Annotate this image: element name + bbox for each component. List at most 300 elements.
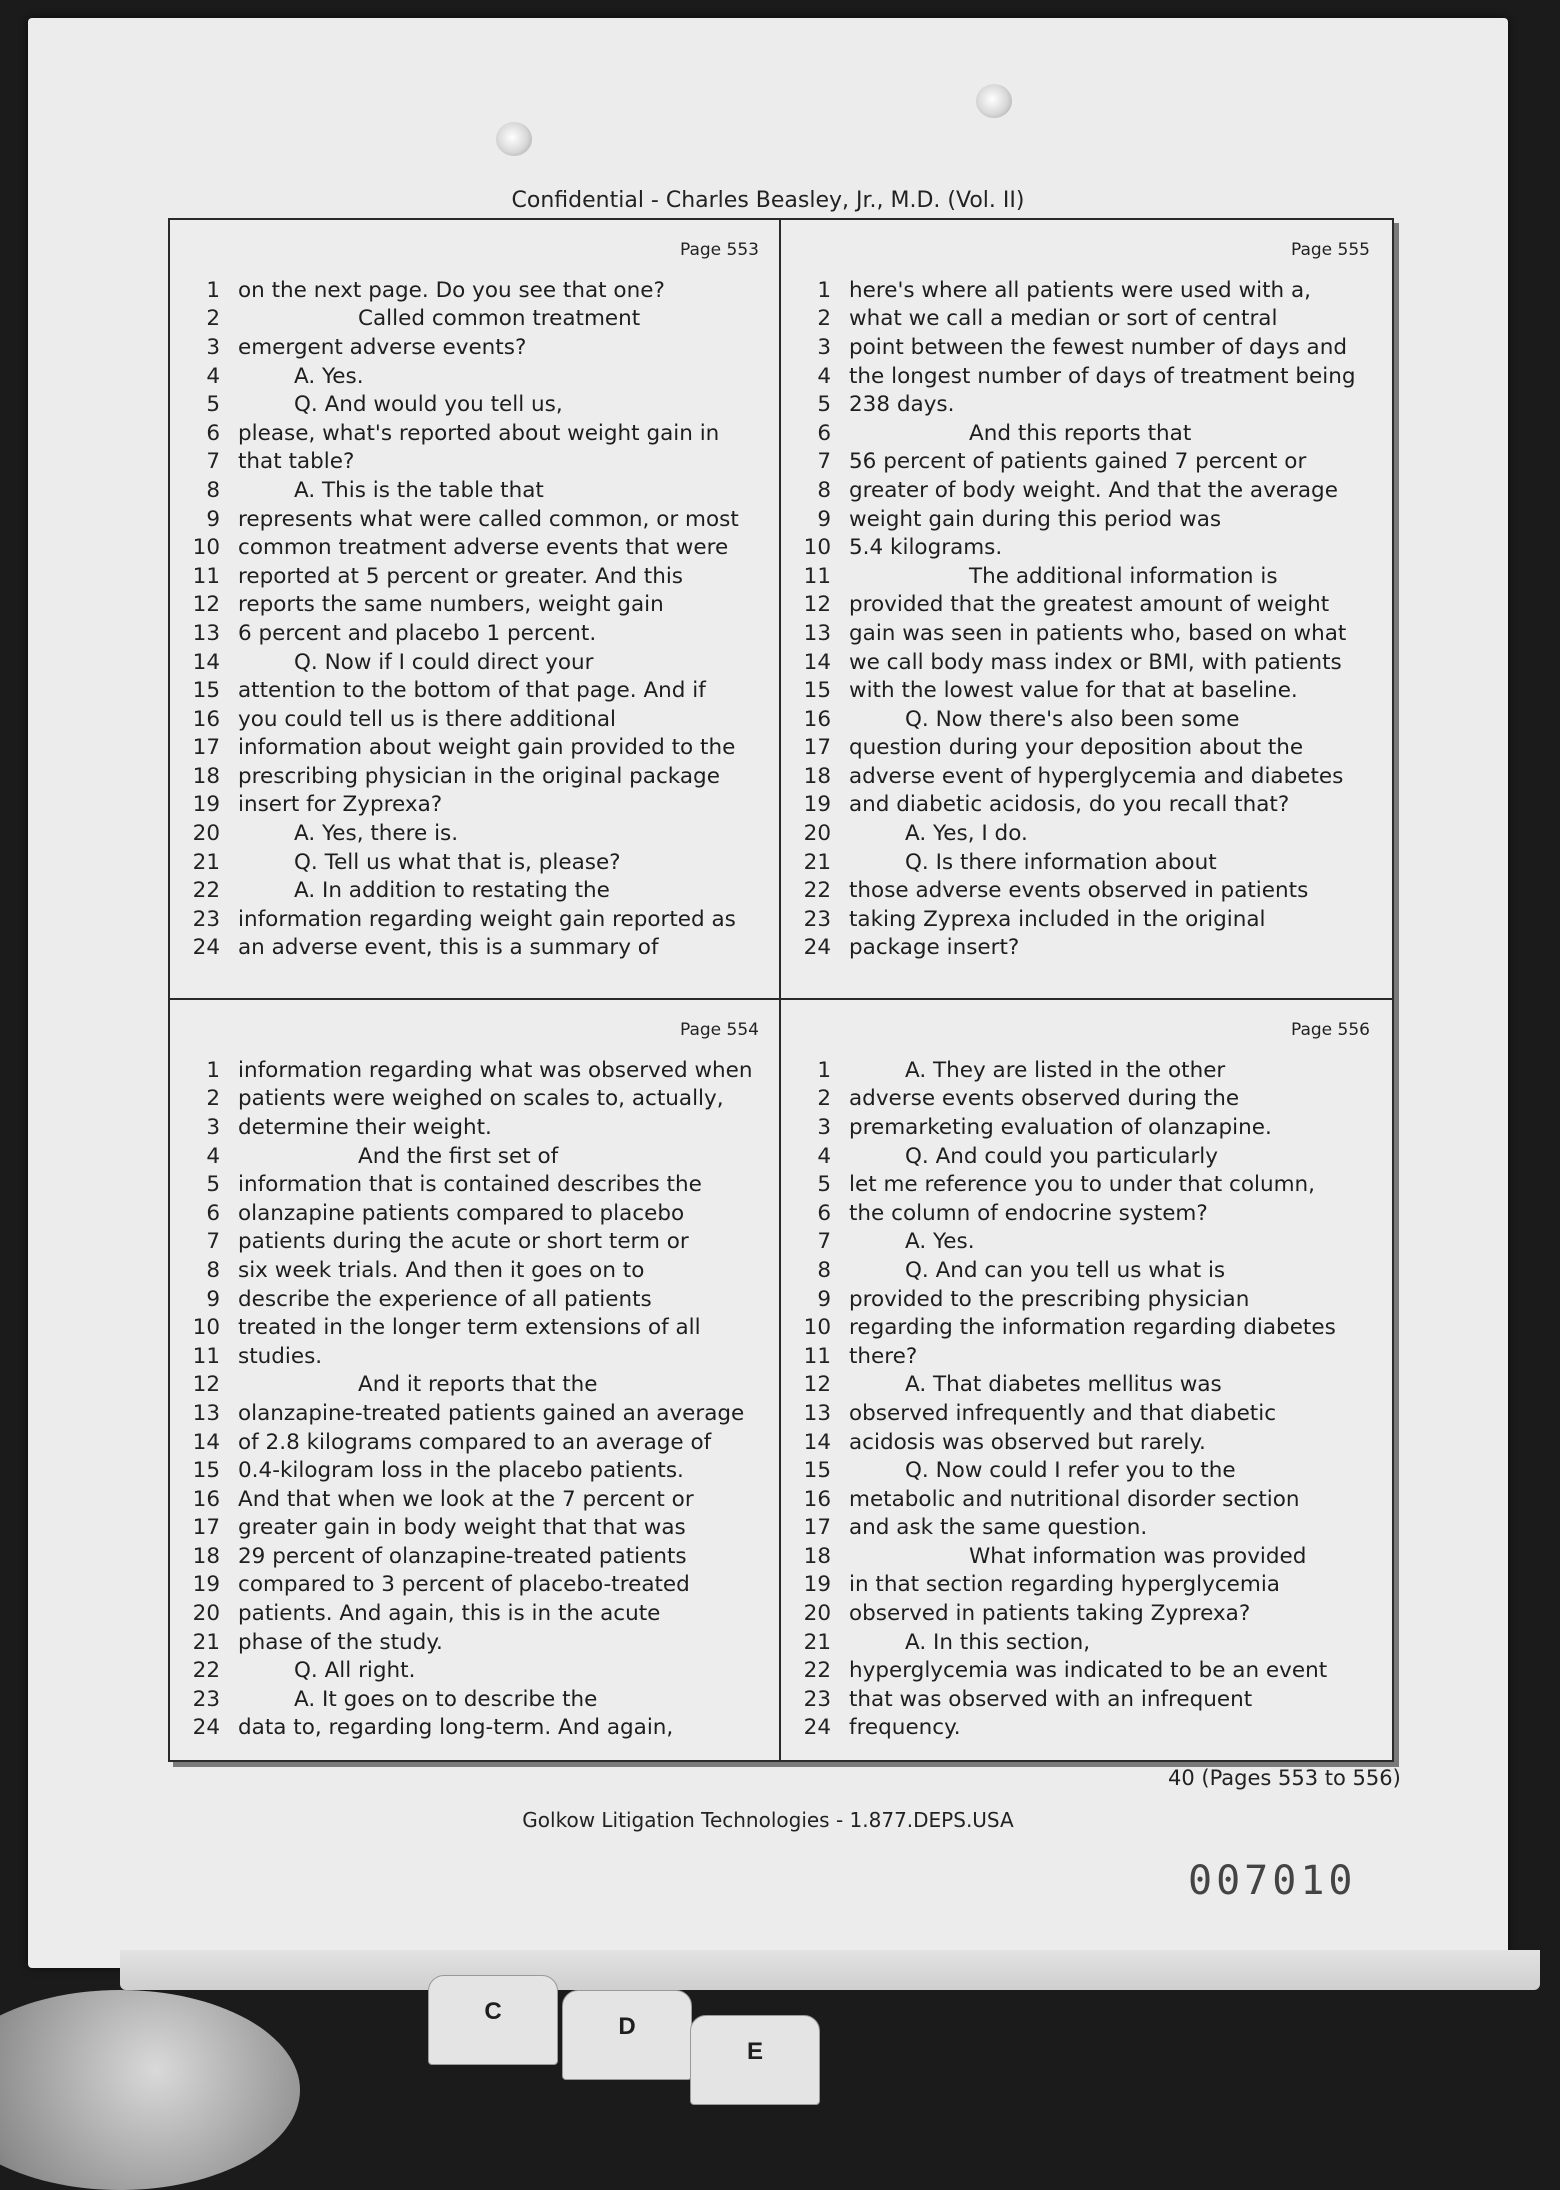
transcript-line: [184, 791, 769, 820]
line-text: observed infrequently and that diabetic: [849, 1400, 1277, 1426]
transcript-line: [184, 1313, 769, 1342]
line-text: A. In addition to restating the: [294, 878, 610, 904]
transcript-line: [795, 1228, 1380, 1257]
transcript-line: [184, 1371, 769, 1400]
line-text: reported at 5 percent or greater. And this: [238, 563, 683, 589]
line-number: 24: [192, 1715, 220, 1741]
transcript-line: [184, 1685, 769, 1714]
line-text: frequency.: [849, 1715, 961, 1741]
line-number: 12: [803, 592, 831, 618]
transcript-line: [184, 1285, 769, 1314]
line-text: A. It goes on to describe the: [294, 1686, 598, 1712]
transcript-line: [184, 448, 769, 477]
transcript-line: [795, 1428, 1380, 1457]
line-text: on the next page. Do you see that one?: [238, 277, 665, 303]
line-text: patients. And again, this is in the acute: [238, 1601, 661, 1627]
transcript-line: [795, 562, 1380, 591]
line-text: reports the same numbers, weight gain: [238, 592, 664, 618]
line-number: 7: [206, 1229, 220, 1255]
line-text: here's where all patients were used with a,: [849, 277, 1311, 303]
punch-hole: [496, 122, 532, 156]
line-text: olanzapine-treated patients gained an average: [238, 1400, 745, 1426]
line-text: Q. All right.: [294, 1658, 416, 1684]
line-number: 9: [206, 1286, 220, 1312]
line-text: provided that the greatest amount of weight: [849, 592, 1330, 618]
line-number: 16: [803, 706, 831, 732]
line-text: what we call a median or sort of central: [849, 306, 1278, 332]
line-text: A. Yes, there is.: [294, 821, 459, 847]
line-number: 22: [803, 878, 831, 904]
line-number: 14: [803, 649, 831, 675]
page-range: 40 (Pages 553 to 556): [1168, 1766, 1401, 1790]
company-footer: Golkow Litigation Technologies - 1.877.DEPS.USA: [522, 1808, 1014, 1832]
transcript-line: [795, 1714, 1380, 1743]
line-text: insert for Zyprexa?: [238, 792, 443, 818]
line-number: 10: [192, 535, 220, 561]
line-number: 5: [206, 392, 220, 418]
transcript-line: [184, 1170, 769, 1199]
line-text: Q. Now there's also been some: [905, 706, 1240, 732]
transcript-line: [795, 591, 1380, 620]
transcript-line: [184, 1656, 769, 1685]
line-text: with the lowest value for that at baseline.: [849, 678, 1298, 704]
line-text: adverse events observed during the: [849, 1086, 1240, 1112]
line-text: information about weight gain provided to the: [238, 735, 736, 761]
line-number: 5: [206, 1172, 220, 1198]
page-number-label: Page 555: [1290, 240, 1370, 260]
transcript-line: [184, 562, 769, 591]
line-text: regarding the information regarding diabetes: [849, 1315, 1336, 1341]
line-text: the column of endocrine system?: [849, 1200, 1208, 1226]
transcript-line: [795, 362, 1380, 391]
line-text: prescribing physician in the original package: [238, 763, 720, 789]
line-number: 22: [803, 1658, 831, 1684]
line-number: 24: [192, 935, 220, 961]
line-number: 19: [803, 792, 831, 818]
line-number: 24: [803, 935, 831, 961]
line-text: those adverse events observed in patients: [849, 878, 1309, 904]
transcript-line: [795, 1599, 1380, 1628]
transcript-line: [184, 1714, 769, 1743]
line-number: 8: [206, 1257, 220, 1283]
line-text: metabolic and nutritional disorder section: [849, 1486, 1300, 1512]
divider-tab-c[interactable]: C: [428, 1975, 558, 2065]
transcript-line: [795, 1256, 1380, 1285]
line-text: Q. And can you tell us what is: [905, 1257, 1226, 1283]
transcript-line: [795, 819, 1380, 848]
transcript-line: [795, 705, 1380, 734]
paper-stack-edge: [120, 1950, 1540, 1990]
line-number: 9: [206, 506, 220, 532]
line-text: the longest number of days of treatment being: [849, 363, 1356, 389]
line-number: 19: [192, 1572, 220, 1598]
line-number: 18: [192, 763, 220, 789]
line-text: phase of the study.: [238, 1629, 443, 1655]
transcript-line: [795, 1085, 1380, 1114]
line-number: 7: [817, 449, 831, 475]
transcript-line: [795, 1456, 1380, 1485]
line-number: 10: [803, 535, 831, 561]
transcript-page: [781, 1000, 1390, 1778]
line-number: 2: [206, 306, 220, 332]
line-text: point between the fewest number of days and: [849, 334, 1347, 360]
line-text: greater of body weight. And that the average: [849, 477, 1338, 503]
transcript-line: [184, 1085, 769, 1114]
transcript-line: [795, 1514, 1380, 1543]
line-text: 0.4-kilogram loss in the placebo patients.: [238, 1458, 684, 1484]
background-object: [0, 1990, 300, 2190]
line-number: 20: [192, 1601, 220, 1627]
line-text: describe the experience of all patients: [238, 1286, 652, 1312]
line-number: 2: [817, 1086, 831, 1112]
transcript-line: [184, 1456, 769, 1485]
transcript-line: [795, 333, 1380, 362]
line-text: package insert?: [849, 935, 1020, 961]
line-text: in that section regarding hyperglycemia: [849, 1572, 1280, 1598]
line-number: 15: [192, 678, 220, 704]
transcript-line: [795, 1542, 1380, 1571]
transcript-lines: [795, 276, 1380, 962]
line-text: information regarding weight gain reported as: [238, 906, 736, 932]
transcript-line: [184, 1514, 769, 1543]
line-text: there?: [849, 1343, 918, 1369]
line-text: let me reference you to under that column,: [849, 1172, 1315, 1198]
transcript-line: [184, 876, 769, 905]
line-text: determine their weight.: [238, 1114, 492, 1140]
line-number: 23: [803, 906, 831, 932]
line-number: 5: [817, 1172, 831, 1198]
line-text: 56 percent of patients gained 7 percent or: [849, 449, 1307, 475]
transcript-line: [184, 1542, 769, 1571]
line-text: taking Zyprexa included in the original: [849, 906, 1266, 932]
line-text: What information was provided: [969, 1543, 1307, 1569]
punch-hole: [976, 84, 1012, 118]
transcript-line: [184, 390, 769, 419]
line-number: 21: [803, 849, 831, 875]
document-page: [28, 18, 1508, 1968]
transcript-line: [795, 1142, 1380, 1171]
transcript-line: [184, 1256, 769, 1285]
transcript-line: [184, 1228, 769, 1257]
line-number: 18: [803, 763, 831, 789]
line-number: 16: [803, 1486, 831, 1512]
line-text: Q. Now could I refer you to the: [905, 1458, 1236, 1484]
transcript-line: [184, 1485, 769, 1514]
transcript-line: [184, 419, 769, 448]
line-number: 21: [803, 1629, 831, 1655]
transcript-line: [795, 934, 1380, 963]
line-text: observed in patients taking Zyprexa?: [849, 1601, 1251, 1627]
line-number: 9: [817, 506, 831, 532]
line-text: question during your deposition about the: [849, 735, 1304, 761]
transcript-line: [795, 1313, 1380, 1342]
transcript-line: [795, 1170, 1380, 1199]
transcript-lines: [795, 1056, 1380, 1742]
line-number: 23: [192, 1686, 220, 1712]
transcript-line: [184, 1628, 769, 1657]
line-number: 15: [803, 1458, 831, 1484]
line-number: 3: [817, 1114, 831, 1140]
line-number: 20: [803, 1601, 831, 1627]
line-text: And it reports that the: [358, 1372, 598, 1398]
line-number: 6: [206, 420, 220, 446]
page-number-label: Page 556: [1290, 1020, 1370, 1040]
transcript-line: [184, 705, 769, 734]
line-number: 6: [817, 1200, 831, 1226]
transcript-line: [795, 1399, 1380, 1428]
line-text: adverse event of hyperglycemia and diabetes: [849, 763, 1344, 789]
line-text: A. In this section,: [905, 1629, 1091, 1655]
line-text: And the first set of: [358, 1143, 559, 1169]
transcript-line: [184, 1599, 769, 1628]
line-number: 10: [192, 1315, 220, 1341]
line-text: information that is contained describes the: [238, 1172, 702, 1198]
line-text: A. This is the table that: [294, 477, 544, 503]
line-text: provided to the prescribing physician: [849, 1286, 1250, 1312]
line-text: patients during the acute or short term or: [238, 1229, 689, 1255]
line-text: studies.: [238, 1343, 323, 1369]
line-number: 7: [206, 449, 220, 475]
line-number: 23: [803, 1686, 831, 1712]
transcript-line: [184, 648, 769, 677]
page-number-label: Page 553: [679, 240, 759, 260]
line-text: Called common treatment: [358, 306, 641, 332]
line-number: 8: [817, 1257, 831, 1283]
line-number: 1: [206, 1057, 220, 1083]
line-text: please, what's reported about weight gain in: [238, 420, 720, 446]
line-number: 24: [803, 1715, 831, 1741]
line-text: 29 percent of olanzapine-treated patients: [238, 1543, 687, 1569]
line-number: 17: [803, 735, 831, 761]
line-number: 23: [192, 906, 220, 932]
line-number: 20: [192, 821, 220, 847]
line-text: Q. Now if I could direct your: [294, 649, 594, 675]
line-text: The additional information is: [969, 563, 1278, 589]
line-text: gain was seen in patients who, based on what: [849, 620, 1347, 646]
line-text: And this reports that: [969, 420, 1192, 446]
line-text: that was observed with an infrequent: [849, 1686, 1253, 1712]
line-number: 3: [206, 1114, 220, 1140]
line-number: 22: [192, 878, 220, 904]
line-text: Q. And could you particularly: [905, 1143, 1218, 1169]
transcript-line: [795, 476, 1380, 505]
transcript-line: [795, 1485, 1380, 1514]
page-number-label: Page 554: [679, 1020, 759, 1040]
line-text: Q. Is there information about: [905, 849, 1217, 875]
transcript-line: [184, 848, 769, 877]
transcript-line: [184, 591, 769, 620]
line-number: 2: [206, 1086, 220, 1112]
transcript-line: [184, 533, 769, 562]
line-text: and ask the same question.: [849, 1515, 1148, 1541]
line-text: represents what were called common, or most: [238, 506, 739, 532]
line-text: information regarding what was observed when: [238, 1057, 753, 1083]
line-number: 17: [192, 735, 220, 761]
transcript-line: [184, 1399, 769, 1428]
transcript-line: [795, 876, 1380, 905]
transcript-line: [795, 676, 1380, 705]
line-number: 1: [817, 1057, 831, 1083]
transcript-line: [184, 1571, 769, 1600]
line-text: treated in the longer term extensions of all: [238, 1315, 701, 1341]
transcript-line: [184, 905, 769, 934]
transcript-line: [795, 390, 1380, 419]
line-number: 9: [817, 1286, 831, 1312]
line-number: 11: [803, 563, 831, 589]
line-text: of 2.8 kilograms compared to an average of: [238, 1429, 712, 1455]
line-text: Q. Tell us what that is, please?: [294, 849, 621, 875]
transcript-line: [795, 419, 1380, 448]
transcript-page: [170, 220, 779, 998]
line-text: emergent adverse events?: [238, 334, 527, 360]
transcript-line: [184, 762, 769, 791]
line-number: 11: [803, 1343, 831, 1369]
line-number: 1: [817, 277, 831, 303]
line-number: 15: [803, 678, 831, 704]
transcript-line: [795, 305, 1380, 334]
divider-tab-e[interactable]: E: [690, 2015, 820, 2105]
transcript-line: [184, 305, 769, 334]
line-text: and diabetic acidosis, do you recall that?: [849, 792, 1290, 818]
transcript-line: [184, 1113, 769, 1142]
transcript-line: [795, 905, 1380, 934]
transcript-line: [795, 1199, 1380, 1228]
transcript-line: [184, 1199, 769, 1228]
line-text: greater gain in body weight that that was: [238, 1515, 686, 1541]
line-number: 14: [192, 649, 220, 675]
line-number: 6: [817, 420, 831, 446]
bates-number: 007010: [1188, 1858, 1357, 1904]
line-text: 5.4 kilograms.: [849, 535, 1003, 561]
transcript-line: [795, 1571, 1380, 1600]
transcript-line: [795, 505, 1380, 534]
transcript-line: [795, 762, 1380, 791]
line-text: A. Yes.: [294, 363, 364, 389]
line-number: 13: [803, 1400, 831, 1426]
line-text: 6 percent and placebo 1 percent.: [238, 620, 597, 646]
transcript-line: [184, 934, 769, 963]
line-number: 17: [192, 1515, 220, 1541]
transcript-line: [184, 619, 769, 648]
divider-tab-d[interactable]: D: [562, 1990, 692, 2080]
line-number: 12: [192, 1372, 220, 1398]
line-number: 20: [803, 821, 831, 847]
line-text: premarketing evaluation of olanzapine.: [849, 1114, 1272, 1140]
transcript-line: [184, 1056, 769, 1085]
transcript-page: [170, 1000, 779, 1778]
line-number: 3: [817, 334, 831, 360]
line-number: 22: [192, 1658, 220, 1684]
line-text: six week trials. And then it goes on to: [238, 1257, 645, 1283]
line-text: that table?: [238, 449, 355, 475]
line-number: 5: [817, 392, 831, 418]
line-text: Q. And would you tell us,: [294, 392, 563, 418]
line-text: weight gain during this period was: [849, 506, 1222, 532]
transcript-line: [184, 505, 769, 534]
transcript-line: [184, 1142, 769, 1171]
line-text: And that when we look at the 7 percent or: [238, 1486, 694, 1512]
transcript-line: [184, 734, 769, 763]
line-number: 10: [803, 1315, 831, 1341]
line-number: 19: [192, 792, 220, 818]
line-number: 4: [206, 1143, 220, 1169]
line-number: 19: [803, 1572, 831, 1598]
transcript-page: [781, 220, 1390, 998]
transcript-line: [184, 362, 769, 391]
line-number: 13: [192, 1400, 220, 1426]
line-text: you could tell us is there additional: [238, 706, 616, 732]
line-text: common treatment adverse events that were: [238, 535, 729, 561]
line-number: 16: [192, 706, 220, 732]
line-number: 7: [817, 1229, 831, 1255]
transcript-lines: [184, 276, 769, 962]
transcript-grid: [168, 218, 1394, 1762]
transcript-line: [795, 734, 1380, 763]
line-text: A. Yes, I do.: [905, 821, 1028, 847]
transcript-line: [184, 676, 769, 705]
line-number: 11: [192, 563, 220, 589]
line-text: A. Yes.: [905, 1229, 975, 1255]
line-number: 14: [192, 1429, 220, 1455]
line-number: 21: [192, 1629, 220, 1655]
transcript-line: [795, 1342, 1380, 1371]
transcript-line: [795, 276, 1380, 305]
transcript-line: [795, 1285, 1380, 1314]
transcript-line: [795, 533, 1380, 562]
line-text: we call body mass index or BMI, with patients: [849, 649, 1342, 675]
line-number: 12: [803, 1372, 831, 1398]
line-number: 6: [206, 1200, 220, 1226]
transcript-line: [795, 848, 1380, 877]
line-number: 13: [192, 620, 220, 646]
line-number: 3: [206, 334, 220, 360]
line-text: A. They are listed in the other: [905, 1057, 1226, 1083]
line-number: 8: [206, 477, 220, 503]
transcript-line: [795, 1113, 1380, 1142]
line-number: 12: [192, 592, 220, 618]
line-text: olanzapine patients compared to placebo: [238, 1200, 685, 1226]
line-number: 16: [192, 1486, 220, 1512]
transcript-line: [795, 791, 1380, 820]
line-text: attention to the bottom of that page. And if: [238, 678, 706, 704]
transcript-line: [795, 1056, 1380, 1085]
line-text: compared to 3 percent of placebo-treated: [238, 1572, 690, 1598]
transcript-line: [795, 1371, 1380, 1400]
transcript-line: [184, 1428, 769, 1457]
transcript-line: [184, 819, 769, 848]
line-text: data to, regarding long-term. And again,: [238, 1715, 674, 1741]
transcript-line: [184, 333, 769, 362]
line-text: acidosis was observed but rarely.: [849, 1429, 1206, 1455]
line-number: 2: [817, 306, 831, 332]
transcript-line: [795, 1656, 1380, 1685]
line-number: 11: [192, 1343, 220, 1369]
line-number: 14: [803, 1429, 831, 1455]
transcript-line: [795, 1685, 1380, 1714]
line-number: 21: [192, 849, 220, 875]
line-number: 18: [192, 1543, 220, 1569]
line-number: 13: [803, 620, 831, 646]
transcript-line: [184, 476, 769, 505]
transcript-line: [795, 648, 1380, 677]
line-number: 4: [817, 363, 831, 389]
transcript-line: [184, 1342, 769, 1371]
transcript-line: [795, 1628, 1380, 1657]
transcript-line: [795, 448, 1380, 477]
line-text: an adverse event, this is a summary of: [238, 935, 659, 961]
line-number: 4: [206, 363, 220, 389]
transcript-line: [795, 619, 1380, 648]
